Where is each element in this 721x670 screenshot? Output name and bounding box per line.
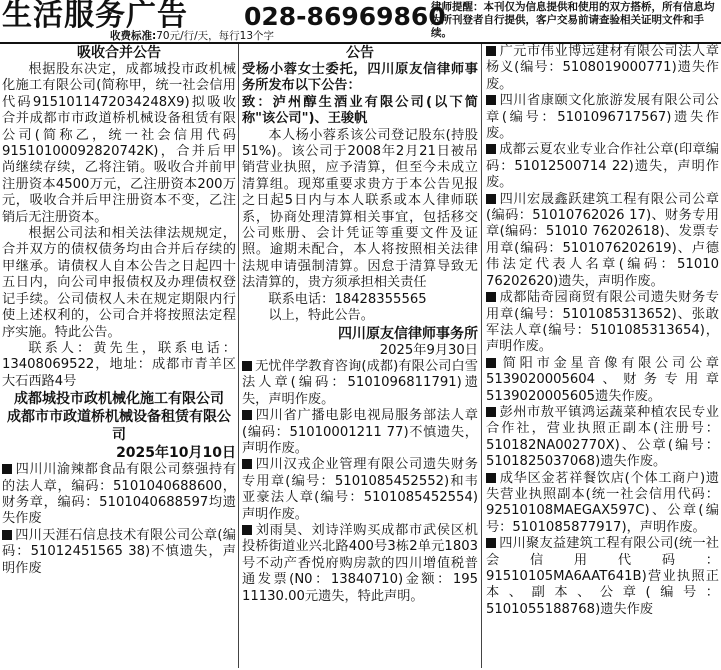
header-bar bbox=[0, 0, 721, 44]
list-item: 四川宏晟鑫跃建筑工程有限公司公章(编码：51010762026 17)、财务专用章(编码：51010 76202618)、发票专用章(编码：5101076202619)、卢德伟法定代表人名章(编码：51010 76202620)遗失，声明作废。 bbox=[486, 191, 719, 289]
column-divider-2 bbox=[481, 44, 482, 668]
list-item: 广元市伟业博远建材有限公司法人章杨义(编号：5108019000771)遗失作废。 bbox=[486, 44, 719, 92]
bullet-square-icon bbox=[486, 473, 496, 483]
merger-paragraph-2: 根据公司法和相关法律法规规定，合并双方的债权债务均由合并后存续的甲继承。请债权人自本公告之日起四十五日内，向公司申报债权及办理债权登记手续。公司债权人未在规定期限内行使上述权利的，公司合并将按照法定程序实施。特此公告。 bbox=[2, 226, 236, 340]
list-item: 四川省康颐文化旅游发展有限公司公章(编号：5101096717567)遗失作废。 bbox=[486, 93, 719, 142]
list-item: 成都陆奇园商贸有限公司遗失财务专用章(编号：5101085313652)、张敢军法人章(编号：5101085313654)，声明作废。 bbox=[486, 290, 719, 355]
list-item: 刘雨昊、刘诗洋购买成都市武侯区机投桥街道业兴北路400号3栋2单元1803号不动产香悦府购房款的四川增值税普通发票(N0：13840710)金额：195 11130.00元遗失，特此声明。 bbox=[242, 522, 478, 604]
bullet-square-icon bbox=[242, 361, 252, 371]
list-item: 简阳市金星音像有限公司公章5139020005604、财务专用章5139020005605遗失作废。 bbox=[486, 355, 719, 404]
liquidation-notice-title: 公告 bbox=[346, 45, 374, 61]
law-firm-signature: 四川原友信律师事务所 bbox=[338, 325, 478, 342]
phone-number: 028-86969860 bbox=[244, 2, 446, 31]
bullet-square-icon bbox=[486, 358, 496, 368]
column-right bbox=[486, 44, 719, 668]
bullet-square-icon bbox=[486, 407, 496, 417]
list-item: 彭州市敖平镇鸿运蔬菜种植农民专业合作社，营业执照正副本(注册号：510182NA002770X)、公章(编号：5101825037068)遗失作废。 bbox=[486, 404, 719, 470]
merger-contact: 联系人：黄先生，联系电话：13408069522，地址：成都市青羊区大石西路4号 bbox=[2, 340, 236, 389]
signatory-2: 成都市市政道桥机械设备租赁有限公司 bbox=[7, 409, 231, 444]
bullet-square-icon bbox=[242, 525, 252, 535]
notice-end: 以上，特此公告。 bbox=[268, 308, 374, 324]
bullet-square-icon bbox=[486, 144, 496, 154]
bullet-square-icon bbox=[486, 538, 496, 548]
fee-text: 70元/行/天，每行13个字 bbox=[156, 30, 274, 42]
notice-body: 本人杨小蓉系该公司登记股东(持股51%)。该公司于2008年2月21日被吊销营业执照，应予清算，但至今未成立清算组。现郑重要求贵方于本公告见报之日起5日内与本人联系或本人律师联系，协商处理清算相关事宜，包括移交公司账册、会计凭证等重要文件及证照。逾期未配合，本人将按照相关法律法规申请强制清算。因怠于清算导致无法清算的，贵方须承担相关责任 bbox=[242, 127, 478, 291]
bullet-square-icon bbox=[2, 530, 12, 540]
bullet-square-icon bbox=[486, 292, 496, 302]
merger-date: 2025年10月10日 bbox=[116, 445, 236, 462]
bullet-square-icon bbox=[242, 459, 252, 469]
page-title: 生活服务广告 bbox=[2, 0, 188, 33]
notice-phone: 联系电话：18428355565 bbox=[268, 291, 427, 307]
notice-recipient: 致：泸州醇生酒业有限公司(以下简称"该公司")、王骏帆 bbox=[242, 94, 478, 127]
notice-date: 2025年9月30日 bbox=[379, 342, 478, 358]
bullet-square-icon bbox=[486, 46, 496, 56]
list-item: 四川省广播电影电视局服务部法人章(编码：51010001211 77)不慎遗失，声明作废。 bbox=[242, 408, 478, 456]
list-item: 四川天涯石信息技术有限公司公章(编码：51012451565 38)不慎遗失，声明作废 bbox=[2, 527, 236, 576]
list-item: 四川聚友益建筑工程有限公司(统一社会信用代码：91510105MA6AAT641B)营业执照正本、副本、公章(编号：5101055188768)遗失作废 bbox=[486, 536, 719, 617]
bullet-square-icon bbox=[486, 95, 496, 105]
list-item: 成华区金茗祥餐饮店(个体工商户)遗失营业执照副本(统一社会信用代码：92510108MAEGAX597C)、公章(编号：5101085877917)，声明作废。 bbox=[486, 470, 719, 535]
list-item: 四川汉戎企业管理有限公司遗失财务专用章(编号：5101085452552)和韦亚豪法人章(编号：5101085452554)声明作废。 bbox=[242, 457, 478, 522]
fee-label: 收费标准: bbox=[110, 30, 157, 42]
notice-intro: 受杨小蓉女士委托，四川原友信律师事务所发布以下公告： bbox=[242, 62, 478, 94]
column-middle bbox=[242, 44, 478, 668]
lawyer-notice: 律师提醒：本刊仅为信息提供和使用的双方搭桥，所有信息均为所刊登者自行提供，客户交易前请查验相关证明文件和手续。 bbox=[431, 1, 715, 39]
bullet-square-icon bbox=[2, 464, 12, 474]
fee-standard bbox=[110, 30, 274, 42]
signatory-1: 成都城投市政机械化施工有限公司 bbox=[14, 391, 224, 408]
merger-paragraph-1: 根据股东决定，成都城投市政机械化施工有限公司(简称甲，统一社会信用代码9151011472034248X9)拟吸收合并成都市市政道桥机械设备租赁有限公司(简称乙，统一社会信用代码91510100092820742K)，合并后甲尚继续存续，乙将注销。吸收合并前甲注册资本4500万元，乙注册资本200万元，吸收合并后甲注册资本不变，乙注销后无注册资本。 bbox=[2, 62, 236, 225]
column-divider-1 bbox=[238, 44, 239, 668]
bullet-square-icon bbox=[242, 410, 252, 420]
bullet-square-icon bbox=[486, 194, 496, 204]
merger-notice-title: 吸收合并公告 bbox=[77, 45, 161, 61]
list-item: 无忧伴学教育咨询(成都)有限公司白雪法人章(编码：5101096811791)遗失，声明作废。 bbox=[242, 358, 478, 407]
list-item: 四川川渝辣都食品有限公司蔡强持有的法人章，编码：5101040688600，财务章，编码：5101040688597均遗失作废 bbox=[2, 462, 236, 527]
list-item: 成都云夏农业专业合作社公章(印章编码：51012500714 22)遗失，声明作废。 bbox=[486, 142, 719, 191]
column-left bbox=[2, 44, 236, 668]
